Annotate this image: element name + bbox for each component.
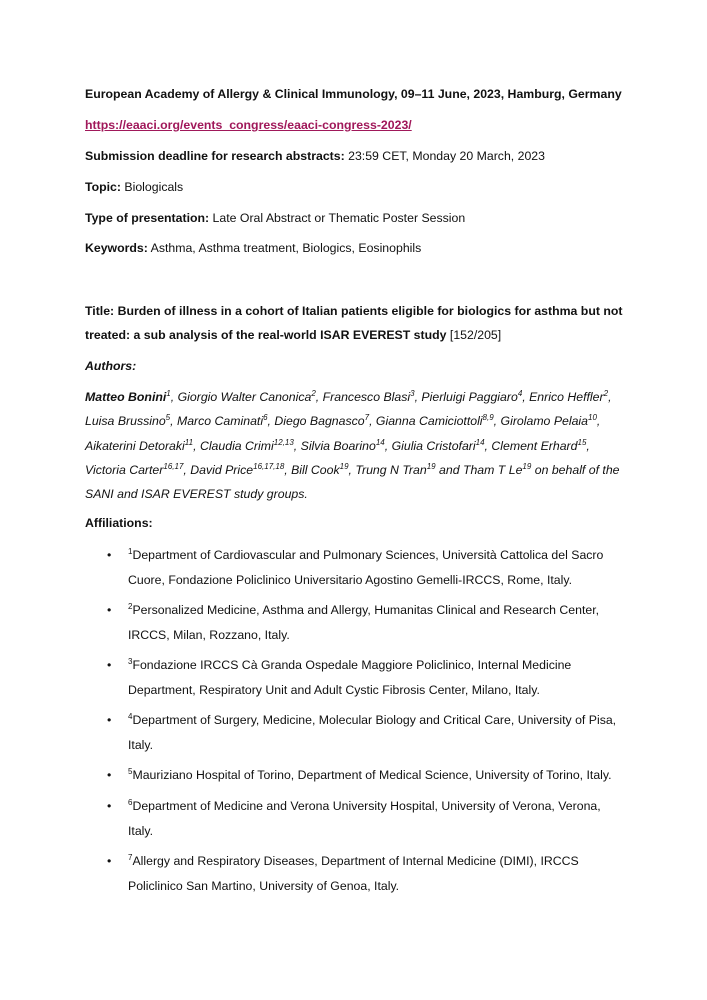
affiliation-number: 3: [128, 656, 133, 666]
affiliation-number: 7: [128, 852, 133, 862]
affiliation-description: Fondazione IRCCS Cà Granda Ospedale Maggiore Policlinico, Internal Medicine Department, Respiratory Unit and Adult Cystic Fibrosis Center, Milano, Italy.: [128, 658, 572, 697]
author-affiliation-ref: 2: [603, 388, 609, 398]
author: [291, 463, 348, 477]
author-affiliation-ref: 3: [410, 388, 415, 398]
authors-list: Matteo Bonini$^1$, Giorgio Walter Canonica$^2$, Francesco Blasi$^3$, Pierluigi Paggiaro$^4$, Enrico Heffler$^2$, Luisa Brussino$^5$, Marco Caminati$^6$, Diego Bagnasco$^7$, Gianna Camiciottoli$^{8,9}$, Girolamo Pelaia$^{10}$, Aikaterini Detoraki$^{11}$, Claudia Crimi$^{12,13}$, Silvia Boarino$^{14}$, Giulia Cristofari$^{14}$, Clement Erhard$^{15}$, Victoria Carter$^{16,17}$, David Price$^{16,17,18}$, Bill Cook$^{19}$, Trung N Tran$^{19}$ and Tham T Le$^{19}$ on behalf of the SANI and ISAR EVEREST study groups.: [85, 388, 620, 502]
conference-link[interactable]: https://eaaci.org/events_congress/eaaci-congress-2023/: [85, 118, 412, 132]
author-name: Tham T Le: [462, 462, 523, 477]
bullet-icon: •: [107, 548, 112, 562]
bullet-icon: •: [107, 603, 112, 617]
author-affiliation-ref: 11: [184, 437, 194, 447]
author-name: Aikaterini Detoraki: [85, 438, 185, 453]
affiliation-text: [128, 849, 628, 898]
authors-suffix: on behalf of the SANI and ISAR EVEREST study groups.: [85, 462, 620, 502]
bullet-icon: •: [107, 768, 112, 782]
conference-line: European Academy of Allergy & Clinical Immunology, 09–11 June, 2023, Hamburg, Germany: [85, 87, 622, 101]
author-name: Girolamo Pelaia: [500, 414, 588, 429]
author: [421, 390, 522, 404]
author-affiliation-ref: 14: [475, 437, 485, 447]
author: [177, 414, 268, 428]
author: [85, 463, 183, 477]
author-name: Trung N Tran: [355, 462, 427, 477]
author-name: Giulia Cristofari: [391, 438, 476, 453]
author-name: Marco Caminati: [176, 414, 264, 429]
author: [200, 439, 294, 453]
author-name: Enrico Heffler: [529, 390, 604, 404]
author-name: Diego Bagnasco: [274, 414, 365, 429]
authors-heading: Authors:: [85, 359, 137, 373]
affiliation-text: [128, 653, 628, 702]
author: [85, 390, 171, 404]
author-affiliation-ref: 16,17: [163, 461, 184, 471]
author: [355, 463, 435, 477]
bullet-icon: •: [107, 799, 112, 813]
author: [301, 439, 385, 453]
author-name: Silvia Boarino: [300, 438, 376, 453]
author-affiliation-ref: 19: [426, 461, 436, 471]
author: [323, 390, 415, 404]
affiliation-description: Department of Surgery, Medicine, Molecular Biology and Critical Care, University of Pisa, Italy.: [128, 713, 617, 752]
author: [274, 414, 369, 428]
author-affiliation-ref: 1: [166, 388, 171, 398]
author: [85, 439, 193, 453]
author: [85, 414, 170, 428]
author-name: Giorgio Walter Canonica: [177, 390, 312, 404]
affiliation-number: 2: [128, 601, 133, 611]
author-affiliation-ref: 12,13: [273, 437, 294, 447]
affiliation-number: 4: [128, 711, 133, 721]
author-affiliation-ref: 2: [311, 388, 316, 398]
affiliation-text: [128, 763, 628, 788]
author-name: Bill Cook: [291, 462, 340, 477]
author-affiliation-ref: 4: [517, 388, 523, 398]
author-name: Luisa Brussino: [85, 414, 166, 429]
deadline-line: Submission deadline for research abstracts: 23:59 CET, Monday 20 March, 2023: [85, 149, 545, 163]
affiliation-number: 6: [128, 797, 133, 807]
author: [178, 390, 316, 404]
author-name: Clement Erhard: [491, 438, 578, 453]
author-affiliation-ref: 6: [263, 413, 268, 423]
affiliation-number: 1: [128, 546, 133, 556]
topic-line: Topic: Biologicals: [85, 180, 184, 194]
author-name: David Price: [190, 462, 254, 477]
bullet-icon: •: [107, 658, 112, 672]
author-affiliation-ref: 5: [165, 413, 171, 423]
author-affiliation-ref: 16,17,18: [253, 461, 285, 471]
author: [529, 390, 608, 404]
affiliations-heading: Affiliations:: [85, 516, 153, 530]
author-name: Claudia Crimi: [199, 438, 274, 453]
presentation-line: Type of presentation: Late Oral Abstract or Thematic Poster Session: [85, 211, 466, 225]
affiliation-description: Department of Medicine and Verona University Hospital, University of Verona, Verona, Italy.: [128, 799, 601, 838]
affiliation-description: Mauriziano Hospital of Torino, Department of Medical Science, University of Torino, Italy.: [132, 768, 612, 782]
affiliation-description: Department of Cardiovascular and Pulmonary Sciences, Università Cattolica del Sacro Cuore, Fondazione Policlinico Universitario Agostino Gemelli-IRCCS, Rome, Italy.: [128, 548, 604, 587]
author-affiliation-ref: 15: [577, 437, 587, 447]
author-name: Gianna Camiciottoli: [375, 414, 483, 429]
author: [376, 414, 494, 428]
affiliation-text: [128, 708, 628, 757]
author-name: Pierluigi Paggiaro: [421, 390, 518, 404]
author-affiliation-ref: 19: [522, 461, 532, 471]
author-affiliation-ref: 7: [364, 413, 370, 423]
affiliation-number: 5: [128, 766, 133, 776]
author-name: Francesco Blasi: [322, 390, 411, 404]
author: [501, 414, 597, 428]
author: [190, 463, 284, 477]
author: [491, 439, 586, 453]
author-affiliation-ref: 19: [339, 461, 349, 471]
affiliation-text: [128, 598, 628, 647]
affiliation-text: [128, 543, 628, 592]
author-affiliation-ref: 8,9: [482, 413, 494, 423]
author-affiliation-ref: 14: [375, 437, 385, 447]
abstract-title: Title: Burden of illness in a cohort of Italian patients eligible for biologics for asthma but not treated: a sub analysis of the real-world ISAR EVEREST study [152/205]: [85, 304, 623, 342]
author: [392, 439, 485, 453]
author: [463, 463, 531, 477]
conference-link-line: [85, 113, 625, 137]
author-name: Victoria Carter: [85, 462, 164, 477]
author-affiliation-ref: 10: [588, 413, 597, 423]
author-name: Matteo Bonini: [85, 390, 167, 404]
bullet-icon: •: [107, 854, 112, 868]
affiliation-description: Allergy and Respiratory Diseases, Department of Internal Medicine (DIMI), IRCCS Policlinico San Martino, University of Genoa, Italy.: [128, 854, 579, 893]
keywords-line: Keywords: Asthma, Asthma treatment, Biologics, Eosinophils: [85, 241, 422, 255]
affiliation-text: [128, 794, 628, 843]
bullet-icon: •: [107, 713, 112, 727]
affiliation-description: Personalized Medicine, Asthma and Allergy, Humanitas Clinical and Research Center, IRCCS, Milan, Rozzano, Italy.: [128, 603, 600, 642]
